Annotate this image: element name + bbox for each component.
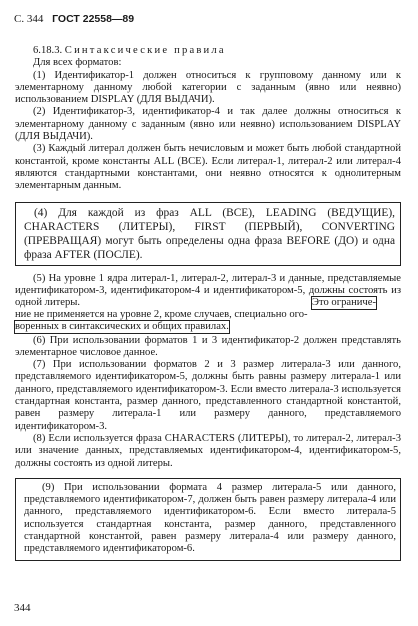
rule-5: (5) На уровне 1 ядра литерал-1, литерал-2, литерал-3 и данные, представляемые идентификатором-3, идентификатором-4 и идентификатором-5, должны состоять из одной литеры. — [15, 272, 401, 309]
rule-5-note-line-3: воренных в синтаксических и общих правилах. — [15, 320, 229, 332]
rule-5-note-line-2: ние не применяется на уровне 2, кроме случаев, специально ого- — [15, 308, 308, 320]
footer-page-number: 344 — [14, 602, 31, 614]
rule-9-box — [15, 478, 401, 561]
rule-2: (2) Идентификатор-3, идентификатор-4 и так далее должны относиться к элементарному данному с заданным (явно или неявно) использованием DISPLAY (ДЛЯ ВЫДАЧИ). — [15, 106, 401, 143]
rule-5-note-line-1: Это ограниче- — [312, 296, 376, 308]
rule-8: (8) Если используется фраза CHARACTERS (ЛИТЕРЫ), то литерал-2, литерал-3 или значение данных, представляемых идентификатором-4, идентификатором-5, должны состоять из одной литеры. — [15, 432, 401, 469]
rule-4-box — [15, 202, 401, 266]
rule-7: (7) При использовании форматов 2 и 3 размер литерала-3 или данного, представляемого идентификатором-5, должны быть равны размеру литерала-1 или данного, представляемого идентификатором-3. Если вместо литерала-3 используется стандартная константа, размер данного, представленного стандартной константой, равен размеру литерала-1 или размеру данного, представляемого идентификатором-3. — [15, 359, 401, 432]
rule-3: (3) Каждый литерал должен быть нечисловым и может быть любой стандартной константой, кроме константы ALL (ВСЕ). Если литерал-1, литерал-2 или литерал-4 являются стандартными константами, они неявно относятся к однолитерным элементарным данным. — [15, 143, 401, 192]
section-title: Синтаксические правила — [64, 45, 226, 56]
rule-5-block — [15, 273, 401, 335]
header-standard: ГОСТ 22558—89 — [52, 13, 135, 25]
section-number: 6.18.3. — [33, 45, 63, 56]
rule-9: (9) При использовании формата 4 размер литерала-5 или данного, представляемого идентификатором-7, должен быть равен размеру литерала-4 или данного, представляемого идентификатором-6. Если вместо литерала-5 используется стандартная константа, размер данного, представленного стандартной константой, равен размеру литерала-4 или размеру данного, представляемого идентификатором-6. — [24, 481, 396, 555]
page-body — [15, 45, 401, 561]
header-page-number: С. 344 — [14, 13, 44, 25]
section-intro: Для всех форматов: — [33, 57, 122, 69]
rule-1: (1) Идентификатор-1 должен относиться к групповому данному или к элементарному данному любой категории с заданным (явно или неявно) использованием DISPLAY (ДЛЯ ВЫДАЧИ). — [15, 69, 401, 106]
rule-4: (4) Для каждой из фраз ALL (ВСЕ), LEADING (ВЕДУЩИЕ), CHARACTERS (ЛИТЕРЫ), FIRST (ПЕРВЫЙ), CONVERTING (ПРЕВРАЩАЯ) могут быть определены одна фраза BEFORE (ДО) и одна фраза AFTER (ПОСЛЕ). — [24, 206, 395, 261]
rule-6: (6) При использовании форматов 1 и 3 идентификатор-2 должен представлять элементарное числовое данное. — [15, 334, 401, 358]
running-header — [14, 13, 134, 25]
section-heading — [15, 45, 401, 57]
